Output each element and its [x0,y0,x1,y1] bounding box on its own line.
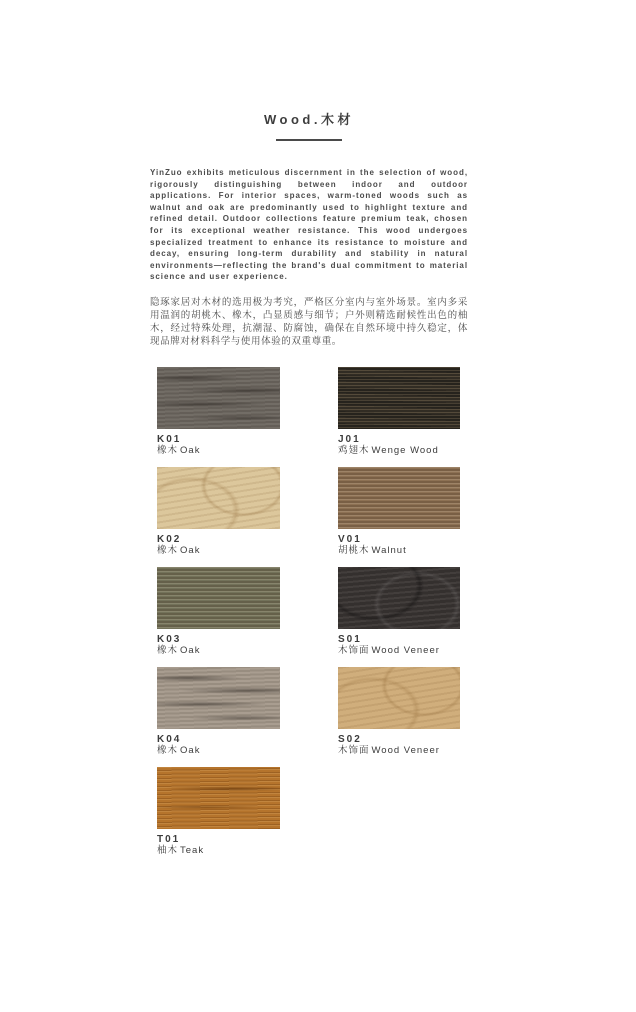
swatch-name [157,845,280,857]
swatch-name-cn: 柚木 [157,844,179,856]
swatch-name-en: Wood Veneer [371,644,440,656]
swatch-code: S01 [338,633,362,645]
wood-swatch-image-k03 [157,567,280,629]
swatch-name-en: Wenge Wood [371,444,439,456]
swatch-code: J01 [338,433,361,445]
wood-swatch-item-t01 [157,767,280,867]
wood-swatch-image-k01 [157,367,280,429]
swatch-name-cn: 橡木 [157,444,179,456]
swatch-name [157,545,280,557]
page-title: Wood.木材 [264,112,354,127]
swatch-name-cn: 橡木 [157,744,179,756]
swatch-code: K03 [157,633,182,645]
wood-swatch-item-k04 [157,667,280,767]
swatch-name-en: Oak [180,644,201,656]
wood-swatch-grid [157,367,636,867]
swatch-name-en: Teak [180,844,205,856]
swatch-name-cn: 鸡翅木 [338,444,370,456]
wood-swatch-image-t01 [157,767,280,829]
wood-swatch-image-k04 [157,667,280,729]
title-underline [276,139,342,141]
swatch-name-en: Wood Veneer [371,744,440,756]
swatch-name [338,545,460,557]
page-header [150,112,468,141]
swatch-name [338,745,460,757]
swatch-name-en: Oak [180,444,201,456]
swatch-code: K01 [157,433,182,445]
swatch-code: S02 [338,733,362,745]
wood-swatch-item-s02 [338,667,460,767]
wood-swatch-image-s02 [338,667,460,729]
swatch-name [157,745,280,757]
swatch-name [338,645,460,657]
swatch-name-cn: 胡桃木 [338,544,370,556]
wood-swatch-image-v01 [338,467,460,529]
swatch-code: K04 [157,733,182,745]
intro-paragraph-cn: 隐琢家居对木材的选用极为考究，严格区分室内与室外场景。室内多采用温润的胡桃木、橡木，凸显质感与细节；户外则精选耐候性出色的柚木，经过特殊处理，抗潮湿、防腐蚀，确保在自然环境中持久稳定，体现品牌对材料科学与使用体验的双重尊重。 [150,296,468,347]
swatch-name [157,445,280,457]
swatch-code: V01 [338,533,362,545]
swatch-code: T01 [157,833,181,845]
swatch-name-cn: 橡木 [157,644,179,656]
wood-swatch-item-v01 [338,467,460,567]
wood-swatch-item-s01 [338,567,460,667]
swatch-name-cn: 木饰面 [338,644,370,656]
swatch-name-cn: 橡木 [157,544,179,556]
swatch-name [157,645,280,657]
intro-paragraph-en: YinZuo exhibits meticulous discernment in the selection of wood, rigorously distinguishing between indoor and outdoor applications. For interior spaces, warm-toned woods such as walnut and oak are predominantly used to highlight texture and refined detail. Outdoor collections feature premium teak, chosen for its exceptional weather resistance. This wood undergoes specialized treatment to enhance its resistance to moisture and decay, ensuring long-term durability and stability in natural environments—reflecting the brand's dual commitment to material science and user experience. [150,168,468,282]
wood-swatch-item-k01 [157,367,280,467]
wood-swatch-image-j01 [338,367,460,429]
wood-swatch-item-k02 [157,467,280,567]
swatch-name [338,445,460,457]
swatch-code: K02 [157,533,182,545]
catalog-page [0,112,636,1012]
wood-swatch-item-j01 [338,367,460,467]
swatch-name-en: Walnut [371,544,407,556]
wood-swatch-image-k02 [157,467,280,529]
swatch-name-cn: 木饰面 [338,744,370,756]
swatch-name-en: Oak [180,544,201,556]
swatch-name-en: Oak [180,744,201,756]
wood-swatch-image-s01 [338,567,460,629]
wood-swatch-item-k03 [157,567,280,667]
